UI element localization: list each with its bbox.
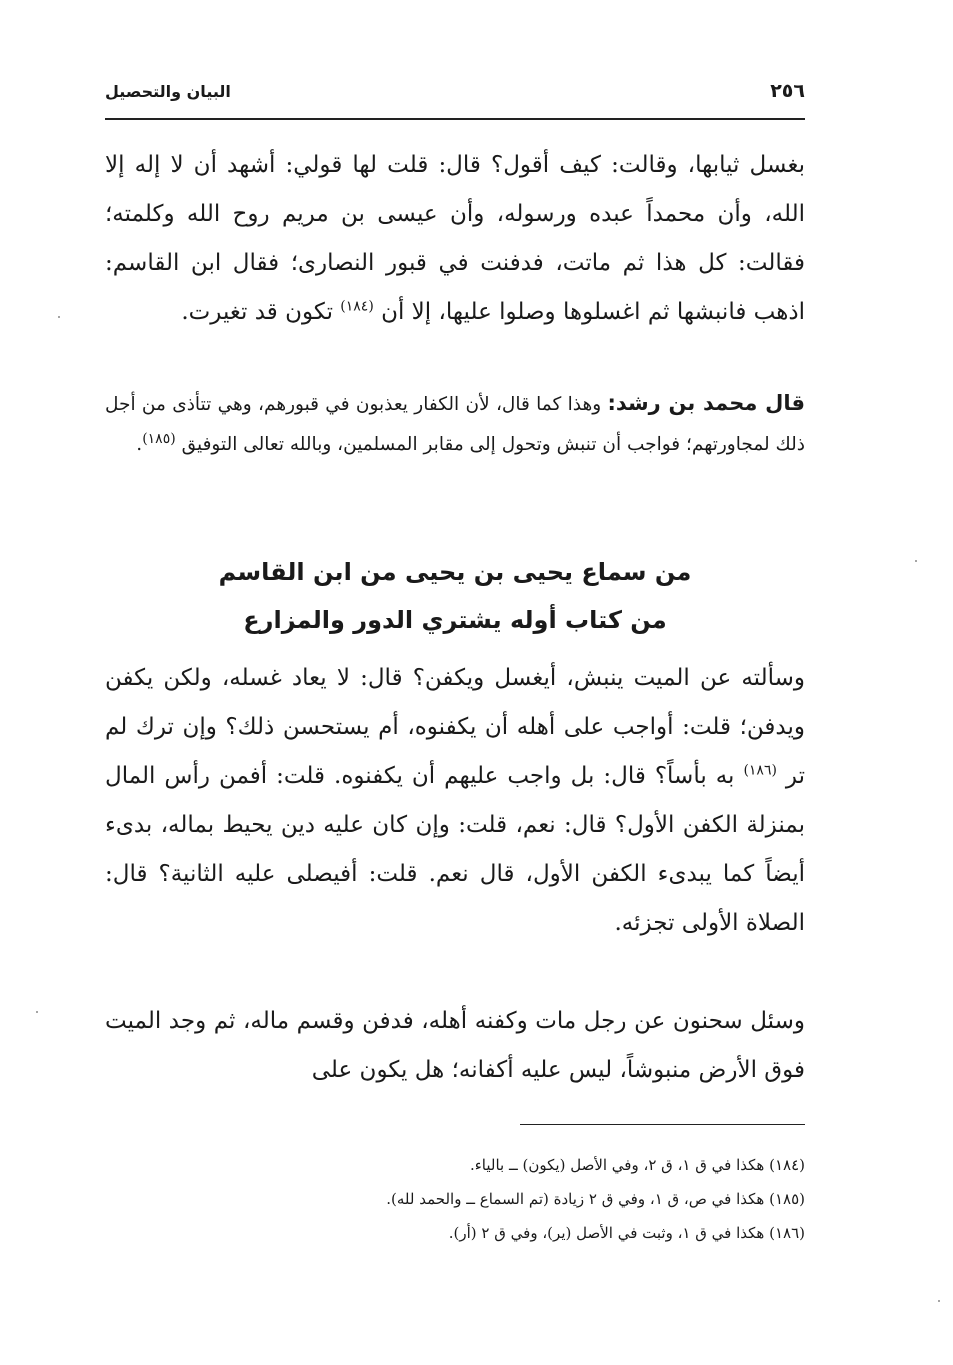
footnote-rule	[520, 1124, 805, 1125]
page-header	[105, 80, 805, 114]
paragraph-1-text: بغسل ثيابها، وقالت: كيف أقول؟ قال: قلت لها قولي: أشهد أن لا إله إلا الله، وأن محمداً عبده ورسوله، وأن عيسى بن مريم روح الله وكلمته؛ فقالت: كل هذا ثم ماتت، فدفنت في قبور النصارى؛ فقال ابن القاسم: اذهب فانبشها ثم اغسلوها وصلوا عليها، إلا أن	[105, 152, 805, 325]
paragraph-3-text: وسئل سحنون عن رجل مات وكفنه أهله، فدفن وقسم ماله، ثم وجد الميت فوق الأرض منبوشاً، ليس عليه أكفانه؛ هل يكون على	[105, 1008, 805, 1083]
footnote-186: (١٨٦) هكذا في ق ١، وثبت في الأصل (ير)، وفي ق ٢ (أر).	[448, 1224, 805, 1242]
paragraph-1-tail: تكون قد تغيرت.	[181, 299, 333, 325]
section-heading-line-2: من كتاب أوله يشتري الدور والمزارع	[243, 606, 667, 634]
scan-speck	[36, 1011, 38, 1013]
section-heading-line-1: من سماع يحيى بن يحيى من ابن القاسم	[218, 558, 692, 586]
header-rule	[105, 118, 805, 120]
footnote-184: (١٨٤) هكذا في ق ١، ق ٢، وفي الأصل (يكون) ــ بالياء.	[469, 1156, 805, 1174]
paragraph-3	[105, 997, 805, 1095]
footnote-ref-184[interactable]: (١٨٤)	[340, 298, 374, 315]
section-heading	[105, 548, 805, 644]
scan-speck	[938, 1300, 940, 1302]
paragraph-2-tail: به بأساً؟ قال: بل واجب عليهم أن يكفنوه. قلت: أفمن رأس المال بمنزلة الكفن الأول؟ قال: نعم، قلت: وإن كان عليه دين يحيط بماله، بدىء أيضاً كما يبدىء الكفن الأول، قال نعم. قلت: أفيصلى عليه الثانية؟ قال: الصلاة الأولى تجزئه.	[105, 763, 805, 936]
running-title: البيان والتحصيل	[105, 82, 231, 101]
commentary-speaker: قال محمد بن رشد:	[607, 391, 805, 415]
footnote-ref-185[interactable]: (١٨٥)	[142, 430, 176, 447]
paragraph-2-text: وسألته عن الميت ينبش، أيغسل ويكفن؟ قال: لا يعاد غسله، ولكن يكفن ويدفن؛ قلت: أواجب على أهله أن يكفنوه، أم يستحسن ذلك؟ وإن ترك لم تر	[105, 665, 806, 789]
footnote-185: (١٨٥) هكذا في ص، ق ١، وفي ق ٢ زيادة (تم السماع ــ والحمد لله).	[386, 1190, 805, 1208]
page-number: ٢٥٦	[770, 80, 805, 102]
footnote-ref-186[interactable]: (١٨٦)	[743, 762, 777, 779]
scan-speck	[58, 316, 60, 318]
scan-speck	[915, 560, 917, 562]
paragraph-1	[105, 141, 805, 337]
footnotes	[105, 1148, 805, 1250]
commentary-text: وهذا كما قال، لأن الكفار يعذبون في قبورهم، وهي تتأذى من أجل ذلك لمجاورتهم؛ فواجب أن تنبش وتحول إلى مقابر المسلمين، وبالله تعالى التوفيق	[105, 394, 805, 455]
commentary-paragraph: قال محمد بن رشد: وهذا كما قال، لأن الكفار يعذبون في قبورهم، وهي تتأذى من أجل ذلك لمجاورتهم؛ فواجب أن تنبش وتحول إلى مقابر المسلمين، وبالله تعالى التوفيق $^{(١٨٥)}$.	[105, 391, 805, 455]
paragraph-2	[105, 654, 805, 948]
